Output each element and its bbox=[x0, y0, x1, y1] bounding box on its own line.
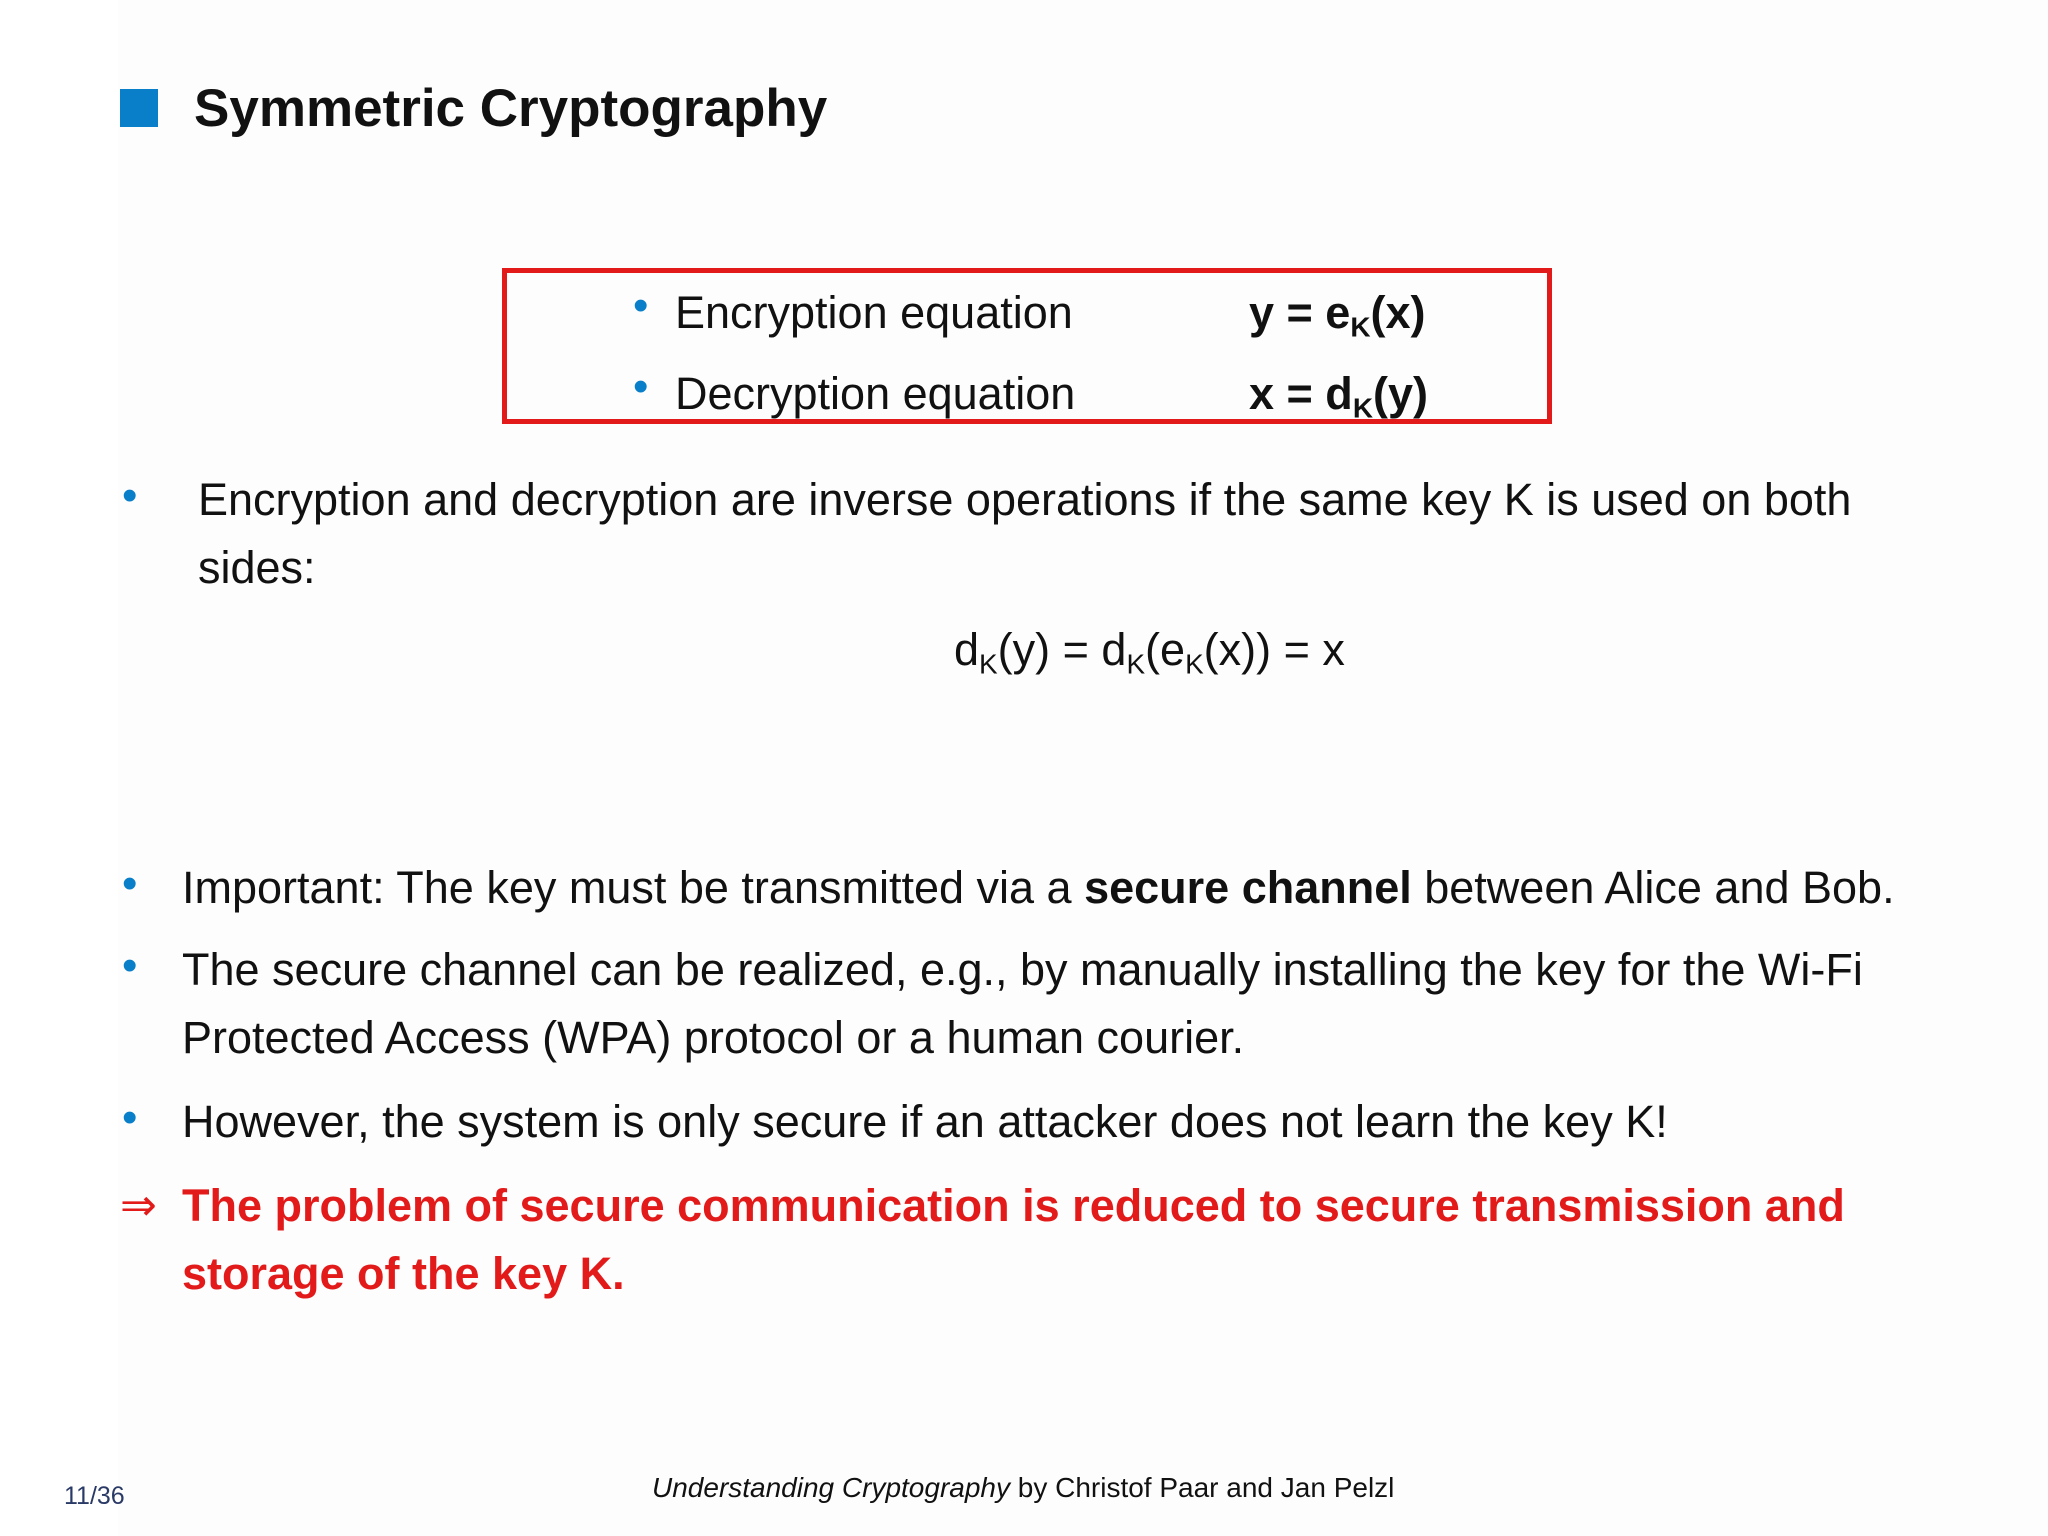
book-authors: by Christof Paar and Jan Pelzl bbox=[1009, 1472, 1395, 1503]
formula-subscript: K bbox=[1352, 392, 1373, 424]
bullet-icon: • bbox=[122, 859, 138, 908]
formula-part: (y) = d bbox=[997, 624, 1127, 675]
formula-part: x = d bbox=[1249, 368, 1353, 419]
emphasis-text: secure channel bbox=[1084, 862, 1412, 913]
formula-subscript: K bbox=[1126, 648, 1146, 680]
formula-part: y = e bbox=[1249, 287, 1351, 338]
footer-citation bbox=[652, 1472, 1394, 1504]
formula-subscript: K bbox=[979, 648, 998, 680]
text-run: between Alice and Bob. bbox=[1411, 862, 1895, 913]
inverse-formula bbox=[954, 624, 1345, 680]
conclusion-text: The problem of secure communication is reduced to secure transmission and storage of the key K. bbox=[182, 1180, 1845, 1299]
slide-header bbox=[120, 78, 827, 138]
attacker-key-text: However, the system is only secure if an attacker does not learn the key K! bbox=[182, 1096, 1668, 1147]
formula-part: (y) bbox=[1372, 368, 1428, 419]
decryption-equation-formula bbox=[1249, 368, 1428, 424]
book-title: Understanding Cryptography bbox=[652, 1472, 1010, 1503]
bullet-icon: • bbox=[633, 362, 649, 411]
bullet-icon: • bbox=[633, 281, 649, 330]
encryption-equation-formula bbox=[1249, 287, 1426, 343]
formula-part: d bbox=[954, 624, 980, 675]
formula-subscript: K bbox=[1350, 311, 1371, 343]
title-square-icon bbox=[120, 89, 158, 127]
formula-subscript: K bbox=[1185, 648, 1204, 680]
decryption-equation-label: Decryption equation bbox=[675, 368, 1076, 419]
formula-part: (x)) = x bbox=[1203, 624, 1345, 675]
secure-channel-text bbox=[182, 854, 1942, 922]
bullet-icon: • bbox=[122, 1093, 138, 1142]
text-run: Important: The key must be transmitted via a bbox=[182, 862, 1085, 913]
equation-box bbox=[502, 268, 1552, 424]
implies-arrow-icon: ⇒ bbox=[120, 1180, 157, 1231]
bullet-icon: • bbox=[122, 941, 138, 990]
inverse-operations-text: Encryption and decryption are inverse operations if the same key K is used on both sides: bbox=[198, 474, 1852, 593]
formula-part: (x) bbox=[1370, 287, 1426, 338]
page-number: 11/36 bbox=[64, 1482, 125, 1510]
channel-realization-text: The secure channel can be realized, e.g., by manually installing the key for the Wi-Fi Protected Access (WPA) protocol or a human courier. bbox=[182, 944, 1863, 1063]
encryption-equation-label: Encryption equation bbox=[675, 287, 1073, 338]
formula-part: (e bbox=[1145, 624, 1186, 675]
slide-title: Symmetric Cryptography bbox=[194, 78, 828, 138]
bullet-icon: • bbox=[122, 471, 138, 520]
